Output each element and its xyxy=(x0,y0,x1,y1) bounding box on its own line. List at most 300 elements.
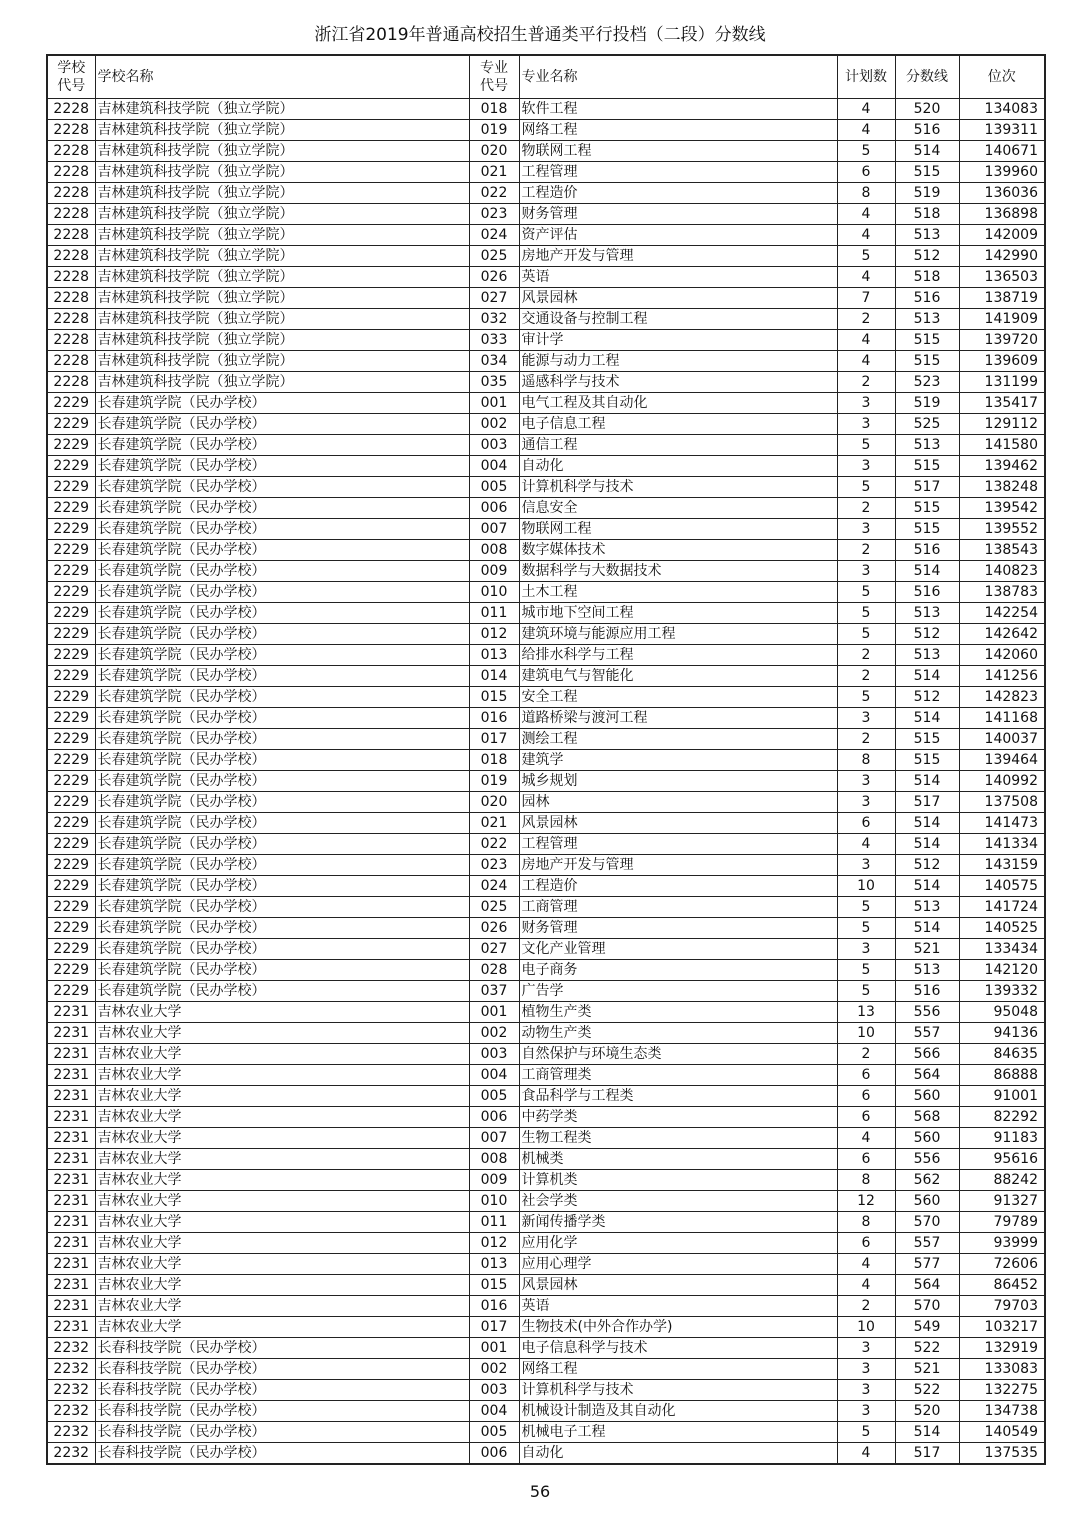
school-name-cell: 长春科技学院（民办学校） xyxy=(95,1422,469,1443)
rank-cell: 133083 xyxy=(959,1359,1045,1380)
major-name-cell: 自动化 xyxy=(519,456,837,477)
school-code-cell: 2231 xyxy=(47,1317,95,1338)
school-name-cell: 吉林农业大学 xyxy=(95,1170,469,1191)
rank-cell: 86452 xyxy=(959,1275,1045,1296)
school-name-cell: 长春建筑学院（民办学校） xyxy=(95,960,469,981)
major-name-cell: 建筑电气与智能化 xyxy=(519,666,837,687)
school-code-cell: 2229 xyxy=(47,603,95,624)
major-name-cell: 生物技术(中外合作办学) xyxy=(519,1317,837,1338)
plan-cell: 2 xyxy=(837,729,895,750)
score-cell: 516 xyxy=(895,288,959,309)
table-row xyxy=(47,498,1045,519)
school-code-cell: 2228 xyxy=(47,120,95,141)
rank-cell: 129112 xyxy=(959,414,1045,435)
major-code-cell: 024 xyxy=(469,225,519,246)
school-name-cell: 长春科技学院（民办学校） xyxy=(95,1443,469,1465)
major-name-cell: 机械类 xyxy=(519,1149,837,1170)
score-cell: 515 xyxy=(895,162,959,183)
school-code-cell: 2228 xyxy=(47,99,95,120)
score-cell: 515 xyxy=(895,750,959,771)
table-row xyxy=(47,582,1045,603)
major-name-cell: 自然保护与环境生态类 xyxy=(519,1044,837,1065)
plan-cell: 4 xyxy=(837,120,895,141)
plan-cell: 5 xyxy=(837,435,895,456)
table-row xyxy=(47,729,1045,750)
plan-cell: 4 xyxy=(837,330,895,351)
score-cell: 516 xyxy=(895,540,959,561)
rank-cell: 95048 xyxy=(959,1002,1045,1023)
rank-cell: 79703 xyxy=(959,1296,1045,1317)
table-row xyxy=(47,246,1045,267)
score-cell: 557 xyxy=(895,1233,959,1254)
school-name-cell: 长春建筑学院（民办学校） xyxy=(95,918,469,939)
plan-cell: 3 xyxy=(837,939,895,960)
school-name-cell: 吉林建筑科技学院（独立学院） xyxy=(95,99,469,120)
score-cell: 515 xyxy=(895,729,959,750)
rank-cell: 139464 xyxy=(959,750,1045,771)
rank-cell: 141724 xyxy=(959,897,1045,918)
school-code-cell: 2229 xyxy=(47,813,95,834)
major-name-cell: 风景园林 xyxy=(519,288,837,309)
table-row xyxy=(47,372,1045,393)
plan-cell: 3 xyxy=(837,771,895,792)
major-name-cell: 英语 xyxy=(519,267,837,288)
score-cell: 514 xyxy=(895,771,959,792)
plan-cell: 6 xyxy=(837,1086,895,1107)
table-row xyxy=(47,288,1045,309)
school-name-cell: 吉林建筑科技学院（独立学院） xyxy=(95,330,469,351)
score-cell: 556 xyxy=(895,1002,959,1023)
plan-cell: 12 xyxy=(837,1191,895,1212)
score-cell: 516 xyxy=(895,582,959,603)
school-code-cell: 2229 xyxy=(47,750,95,771)
score-cell: 562 xyxy=(895,1170,959,1191)
rank-cell: 86888 xyxy=(959,1065,1045,1086)
major-code-cell: 004 xyxy=(469,1401,519,1422)
school-code-cell: 2232 xyxy=(47,1359,95,1380)
major-name-cell: 道路桥梁与渡河工程 xyxy=(519,708,837,729)
table-row xyxy=(47,708,1045,729)
plan-cell: 5 xyxy=(837,141,895,162)
table-row xyxy=(47,120,1045,141)
school-name-cell: 吉林建筑科技学院（独立学院） xyxy=(95,309,469,330)
score-cell: 523 xyxy=(895,372,959,393)
plan-cell: 5 xyxy=(837,687,895,708)
score-cell: 514 xyxy=(895,666,959,687)
school-name-cell: 长春建筑学院（民办学校） xyxy=(95,792,469,813)
major-name-cell: 审计学 xyxy=(519,330,837,351)
plan-cell: 6 xyxy=(837,1233,895,1254)
major-code-cell: 019 xyxy=(469,771,519,792)
rank-cell: 79789 xyxy=(959,1212,1045,1233)
major-code-cell: 021 xyxy=(469,162,519,183)
school-name-cell: 长春建筑学院（民办学校） xyxy=(95,645,469,666)
major-code-cell: 002 xyxy=(469,414,519,435)
rank-cell: 140671 xyxy=(959,141,1045,162)
table-row xyxy=(47,834,1045,855)
major-code-cell: 003 xyxy=(469,435,519,456)
major-name-cell: 资产评估 xyxy=(519,225,837,246)
rank-cell: 141168 xyxy=(959,708,1045,729)
score-cell: 514 xyxy=(895,876,959,897)
school-code-cell: 2229 xyxy=(47,687,95,708)
school-code-cell: 2231 xyxy=(47,1275,95,1296)
major-name-cell: 工程造价 xyxy=(519,183,837,204)
major-code-cell: 032 xyxy=(469,309,519,330)
rank-cell: 138543 xyxy=(959,540,1045,561)
school-name-cell: 长春科技学院（民办学校） xyxy=(95,1380,469,1401)
plan-cell: 4 xyxy=(837,1128,895,1149)
school-name-cell: 长春建筑学院（民办学校） xyxy=(95,939,469,960)
major-code-cell: 012 xyxy=(469,1233,519,1254)
major-name-cell: 风景园林 xyxy=(519,813,837,834)
score-cell: 519 xyxy=(895,393,959,414)
major-code-cell: 016 xyxy=(469,708,519,729)
rank-cell: 88242 xyxy=(959,1170,1045,1191)
plan-cell: 2 xyxy=(837,498,895,519)
major-code-cell: 019 xyxy=(469,120,519,141)
school-name-cell: 吉林农业大学 xyxy=(95,1296,469,1317)
school-name-cell: 长春建筑学院（民办学校） xyxy=(95,435,469,456)
table-row xyxy=(47,666,1045,687)
plan-cell: 3 xyxy=(837,456,895,477)
plan-cell: 10 xyxy=(837,1317,895,1338)
school-name-cell: 吉林农业大学 xyxy=(95,1107,469,1128)
school-name-cell: 吉林建筑科技学院（独立学院） xyxy=(95,372,469,393)
school-name-cell: 长春建筑学院（民办学校） xyxy=(95,729,469,750)
major-name-cell: 文化产业管理 xyxy=(519,939,837,960)
plan-cell: 8 xyxy=(837,1212,895,1233)
score-cell: 518 xyxy=(895,204,959,225)
score-cell: 513 xyxy=(895,645,959,666)
major-code-cell: 005 xyxy=(469,477,519,498)
header-school-name: 学校名称 xyxy=(95,55,469,99)
major-code-cell: 033 xyxy=(469,330,519,351)
major-name-cell: 广告学 xyxy=(519,981,837,1002)
rank-cell: 140575 xyxy=(959,876,1045,897)
major-code-cell: 020 xyxy=(469,141,519,162)
table-row xyxy=(47,1254,1045,1275)
major-name-cell: 房地产开发与管理 xyxy=(519,246,837,267)
rank-cell: 84635 xyxy=(959,1044,1045,1065)
school-code-cell: 2229 xyxy=(47,876,95,897)
plan-cell: 4 xyxy=(837,1275,895,1296)
major-name-cell: 工程造价 xyxy=(519,876,837,897)
score-cell: 516 xyxy=(895,981,959,1002)
school-code-cell: 2229 xyxy=(47,960,95,981)
school-name-cell: 长春建筑学院（民办学校） xyxy=(95,582,469,603)
major-code-cell: 014 xyxy=(469,666,519,687)
header-major-code xyxy=(469,55,519,99)
school-name-cell: 长春建筑学院（民办学校） xyxy=(95,519,469,540)
table-row xyxy=(47,1191,1045,1212)
school-name-cell: 长春科技学院（民办学校） xyxy=(95,1338,469,1359)
school-name-cell: 吉林农业大学 xyxy=(95,1212,469,1233)
school-code-cell: 2229 xyxy=(47,561,95,582)
score-cell: 515 xyxy=(895,498,959,519)
plan-cell: 3 xyxy=(837,1380,895,1401)
rank-cell: 140823 xyxy=(959,561,1045,582)
major-name-cell: 工程管理 xyxy=(519,834,837,855)
school-name-cell: 吉林农业大学 xyxy=(95,1128,469,1149)
plan-cell: 3 xyxy=(837,1401,895,1422)
major-name-cell: 软件工程 xyxy=(519,99,837,120)
plan-cell: 3 xyxy=(837,1359,895,1380)
score-cell: 514 xyxy=(895,708,959,729)
major-name-cell: 机械电子工程 xyxy=(519,1422,837,1443)
table-row xyxy=(47,351,1045,372)
school-code-cell: 2228 xyxy=(47,267,95,288)
score-cell: 516 xyxy=(895,120,959,141)
school-name-cell: 长春建筑学院（民办学校） xyxy=(95,981,469,1002)
rank-cell: 139311 xyxy=(959,120,1045,141)
table-row xyxy=(47,183,1045,204)
school-name-cell: 长春建筑学院（民办学校） xyxy=(95,897,469,918)
rank-cell: 72606 xyxy=(959,1254,1045,1275)
table-row xyxy=(47,960,1045,981)
plan-cell: 4 xyxy=(837,204,895,225)
major-code-cell: 002 xyxy=(469,1359,519,1380)
major-name-cell: 测绘工程 xyxy=(519,729,837,750)
rank-cell: 142254 xyxy=(959,603,1045,624)
school-name-cell: 吉林农业大学 xyxy=(95,1065,469,1086)
rank-cell: 141473 xyxy=(959,813,1045,834)
header-school-code xyxy=(47,55,95,99)
score-cell: 512 xyxy=(895,246,959,267)
school-code-cell: 2231 xyxy=(47,1296,95,1317)
school-name-cell: 吉林农业大学 xyxy=(95,1317,469,1338)
school-code-cell: 2228 xyxy=(47,246,95,267)
major-code-cell: 023 xyxy=(469,204,519,225)
rank-cell: 139960 xyxy=(959,162,1045,183)
rank-cell: 140549 xyxy=(959,1422,1045,1443)
school-code-cell: 2229 xyxy=(47,981,95,1002)
plan-cell: 5 xyxy=(837,582,895,603)
table-row xyxy=(47,435,1045,456)
table-row xyxy=(47,897,1045,918)
table-row xyxy=(47,204,1045,225)
school-code-cell: 2228 xyxy=(47,330,95,351)
school-code-cell: 2231 xyxy=(47,1212,95,1233)
plan-cell: 4 xyxy=(837,225,895,246)
school-code-cell: 2229 xyxy=(47,645,95,666)
school-code-cell: 2231 xyxy=(47,1002,95,1023)
table-body xyxy=(47,99,1045,1465)
school-name-cell: 吉林建筑科技学院（独立学院） xyxy=(95,267,469,288)
school-code-cell: 2232 xyxy=(47,1401,95,1422)
table-row xyxy=(47,225,1045,246)
major-code-cell: 008 xyxy=(469,1149,519,1170)
school-name-cell: 长春建筑学院（民办学校） xyxy=(95,603,469,624)
score-cell: 517 xyxy=(895,1443,959,1465)
major-name-cell: 计算机类 xyxy=(519,1170,837,1191)
major-code-cell: 016 xyxy=(469,1296,519,1317)
plan-cell: 5 xyxy=(837,897,895,918)
score-cell: 517 xyxy=(895,792,959,813)
school-code-cell: 2232 xyxy=(47,1338,95,1359)
table-row xyxy=(47,1401,1045,1422)
school-code-cell: 2228 xyxy=(47,372,95,393)
school-code-cell: 2232 xyxy=(47,1443,95,1465)
score-cell: 517 xyxy=(895,477,959,498)
school-name-cell: 吉林农业大学 xyxy=(95,1275,469,1296)
rank-cell: 134083 xyxy=(959,99,1045,120)
score-cell: 556 xyxy=(895,1149,959,1170)
table-row xyxy=(47,981,1045,1002)
rank-cell: 133434 xyxy=(959,939,1045,960)
major-code-cell: 001 xyxy=(469,1338,519,1359)
page-title: 浙江省2019年普通高校招生普通类平行投档（二段）分数线 xyxy=(314,25,766,45)
major-name-cell: 网络工程 xyxy=(519,120,837,141)
plan-cell: 7 xyxy=(837,288,895,309)
major-name-cell: 土木工程 xyxy=(519,582,837,603)
table-row xyxy=(47,141,1045,162)
rank-cell: 142060 xyxy=(959,645,1045,666)
score-cell: 522 xyxy=(895,1380,959,1401)
major-code-cell: 015 xyxy=(469,1275,519,1296)
school-code-cell: 2231 xyxy=(47,1023,95,1044)
school-code-cell: 2229 xyxy=(47,498,95,519)
header-score: 分数线 xyxy=(895,55,959,99)
plan-cell: 2 xyxy=(837,1296,895,1317)
school-code-cell: 2229 xyxy=(47,435,95,456)
major-code-cell: 022 xyxy=(469,834,519,855)
major-code-cell: 015 xyxy=(469,687,519,708)
plan-cell: 6 xyxy=(837,162,895,183)
score-cell: 577 xyxy=(895,1254,959,1275)
major-code-cell: 018 xyxy=(469,99,519,120)
school-code-cell: 2231 xyxy=(47,1065,95,1086)
school-code-cell: 2229 xyxy=(47,708,95,729)
school-code-cell: 2229 xyxy=(47,666,95,687)
school-code-cell: 2228 xyxy=(47,162,95,183)
school-name-cell: 吉林农业大学 xyxy=(95,1149,469,1170)
major-code-cell: 010 xyxy=(469,582,519,603)
school-code-cell: 2229 xyxy=(47,477,95,498)
table-row xyxy=(47,813,1045,834)
score-cell: 520 xyxy=(895,1401,959,1422)
rank-cell: 139720 xyxy=(959,330,1045,351)
school-name-cell: 吉林农业大学 xyxy=(95,1002,469,1023)
table-header-row xyxy=(47,55,1045,99)
school-code-cell: 2229 xyxy=(47,771,95,792)
major-code-cell: 006 xyxy=(469,1107,519,1128)
score-cell: 564 xyxy=(895,1065,959,1086)
school-code-cell: 2232 xyxy=(47,1380,95,1401)
score-cell: 512 xyxy=(895,687,959,708)
rank-cell: 135417 xyxy=(959,393,1045,414)
major-name-cell: 建筑学 xyxy=(519,750,837,771)
rank-cell: 142009 xyxy=(959,225,1045,246)
major-code-cell: 017 xyxy=(469,1317,519,1338)
school-code-cell: 2228 xyxy=(47,183,95,204)
rank-cell: 141256 xyxy=(959,666,1045,687)
plan-cell: 10 xyxy=(837,876,895,897)
school-code-cell: 2229 xyxy=(47,834,95,855)
plan-cell: 2 xyxy=(837,1044,895,1065)
table-row xyxy=(47,1086,1045,1107)
major-name-cell: 计算机科学与技术 xyxy=(519,1380,837,1401)
table-row xyxy=(47,1275,1045,1296)
school-name-cell: 长春建筑学院（民办学校） xyxy=(95,771,469,792)
school-name-cell: 吉林农业大学 xyxy=(95,1023,469,1044)
table-row xyxy=(47,1317,1045,1338)
table-row xyxy=(47,750,1045,771)
major-name-cell: 通信工程 xyxy=(519,435,837,456)
rank-cell: 139542 xyxy=(959,498,1045,519)
rank-cell: 138719 xyxy=(959,288,1045,309)
plan-cell: 13 xyxy=(837,1002,895,1023)
major-code-cell: 026 xyxy=(469,918,519,939)
school-code-cell: 2229 xyxy=(47,582,95,603)
school-code-cell: 2229 xyxy=(47,393,95,414)
rank-cell: 91327 xyxy=(959,1191,1045,1212)
table-row xyxy=(47,1065,1045,1086)
header-rank: 位次 xyxy=(959,55,1045,99)
score-cell: 522 xyxy=(895,1338,959,1359)
major-name-cell: 信息安全 xyxy=(519,498,837,519)
major-code-cell: 020 xyxy=(469,792,519,813)
table-row xyxy=(47,771,1045,792)
score-cell: 560 xyxy=(895,1086,959,1107)
major-name-cell: 自动化 xyxy=(519,1443,837,1465)
score-cell: 521 xyxy=(895,939,959,960)
plan-cell: 2 xyxy=(837,540,895,561)
major-code-cell: 024 xyxy=(469,876,519,897)
school-name-cell: 长春建筑学院（民办学校） xyxy=(95,561,469,582)
major-name-cell: 财务管理 xyxy=(519,204,837,225)
rank-cell: 132919 xyxy=(959,1338,1045,1359)
school-code-cell: 2232 xyxy=(47,1422,95,1443)
school-name-cell: 吉林建筑科技学院（独立学院） xyxy=(95,351,469,372)
plan-cell: 2 xyxy=(837,372,895,393)
header-school-code-line2: 代号 xyxy=(57,78,86,94)
rank-cell: 136503 xyxy=(959,267,1045,288)
table-row xyxy=(47,414,1045,435)
rank-cell: 139609 xyxy=(959,351,1045,372)
plan-cell: 5 xyxy=(837,960,895,981)
plan-cell: 6 xyxy=(837,1107,895,1128)
rank-cell: 136898 xyxy=(959,204,1045,225)
score-cell: 513 xyxy=(895,225,959,246)
major-name-cell: 数据科学与大数据技术 xyxy=(519,561,837,582)
major-code-cell: 001 xyxy=(469,393,519,414)
school-code-cell: 2231 xyxy=(47,1107,95,1128)
school-code-cell: 2231 xyxy=(47,1191,95,1212)
school-code-cell: 2229 xyxy=(47,624,95,645)
major-code-cell: 009 xyxy=(469,1170,519,1191)
score-table xyxy=(46,54,1046,1465)
rank-cell: 139552 xyxy=(959,519,1045,540)
plan-cell: 8 xyxy=(837,1170,895,1191)
school-name-cell: 吉林农业大学 xyxy=(95,1191,469,1212)
score-cell: 518 xyxy=(895,267,959,288)
plan-cell: 3 xyxy=(837,561,895,582)
school-name-cell: 吉林农业大学 xyxy=(95,1254,469,1275)
school-code-cell: 2228 xyxy=(47,141,95,162)
rank-cell: 93999 xyxy=(959,1233,1045,1254)
score-cell: 515 xyxy=(895,519,959,540)
major-code-cell: 001 xyxy=(469,1002,519,1023)
table-row xyxy=(47,645,1045,666)
plan-cell: 10 xyxy=(837,1023,895,1044)
score-cell: 513 xyxy=(895,960,959,981)
plan-cell: 3 xyxy=(837,792,895,813)
rank-cell: 140992 xyxy=(959,771,1045,792)
table-row xyxy=(47,603,1045,624)
school-code-cell: 2231 xyxy=(47,1170,95,1191)
score-cell: 513 xyxy=(895,309,959,330)
